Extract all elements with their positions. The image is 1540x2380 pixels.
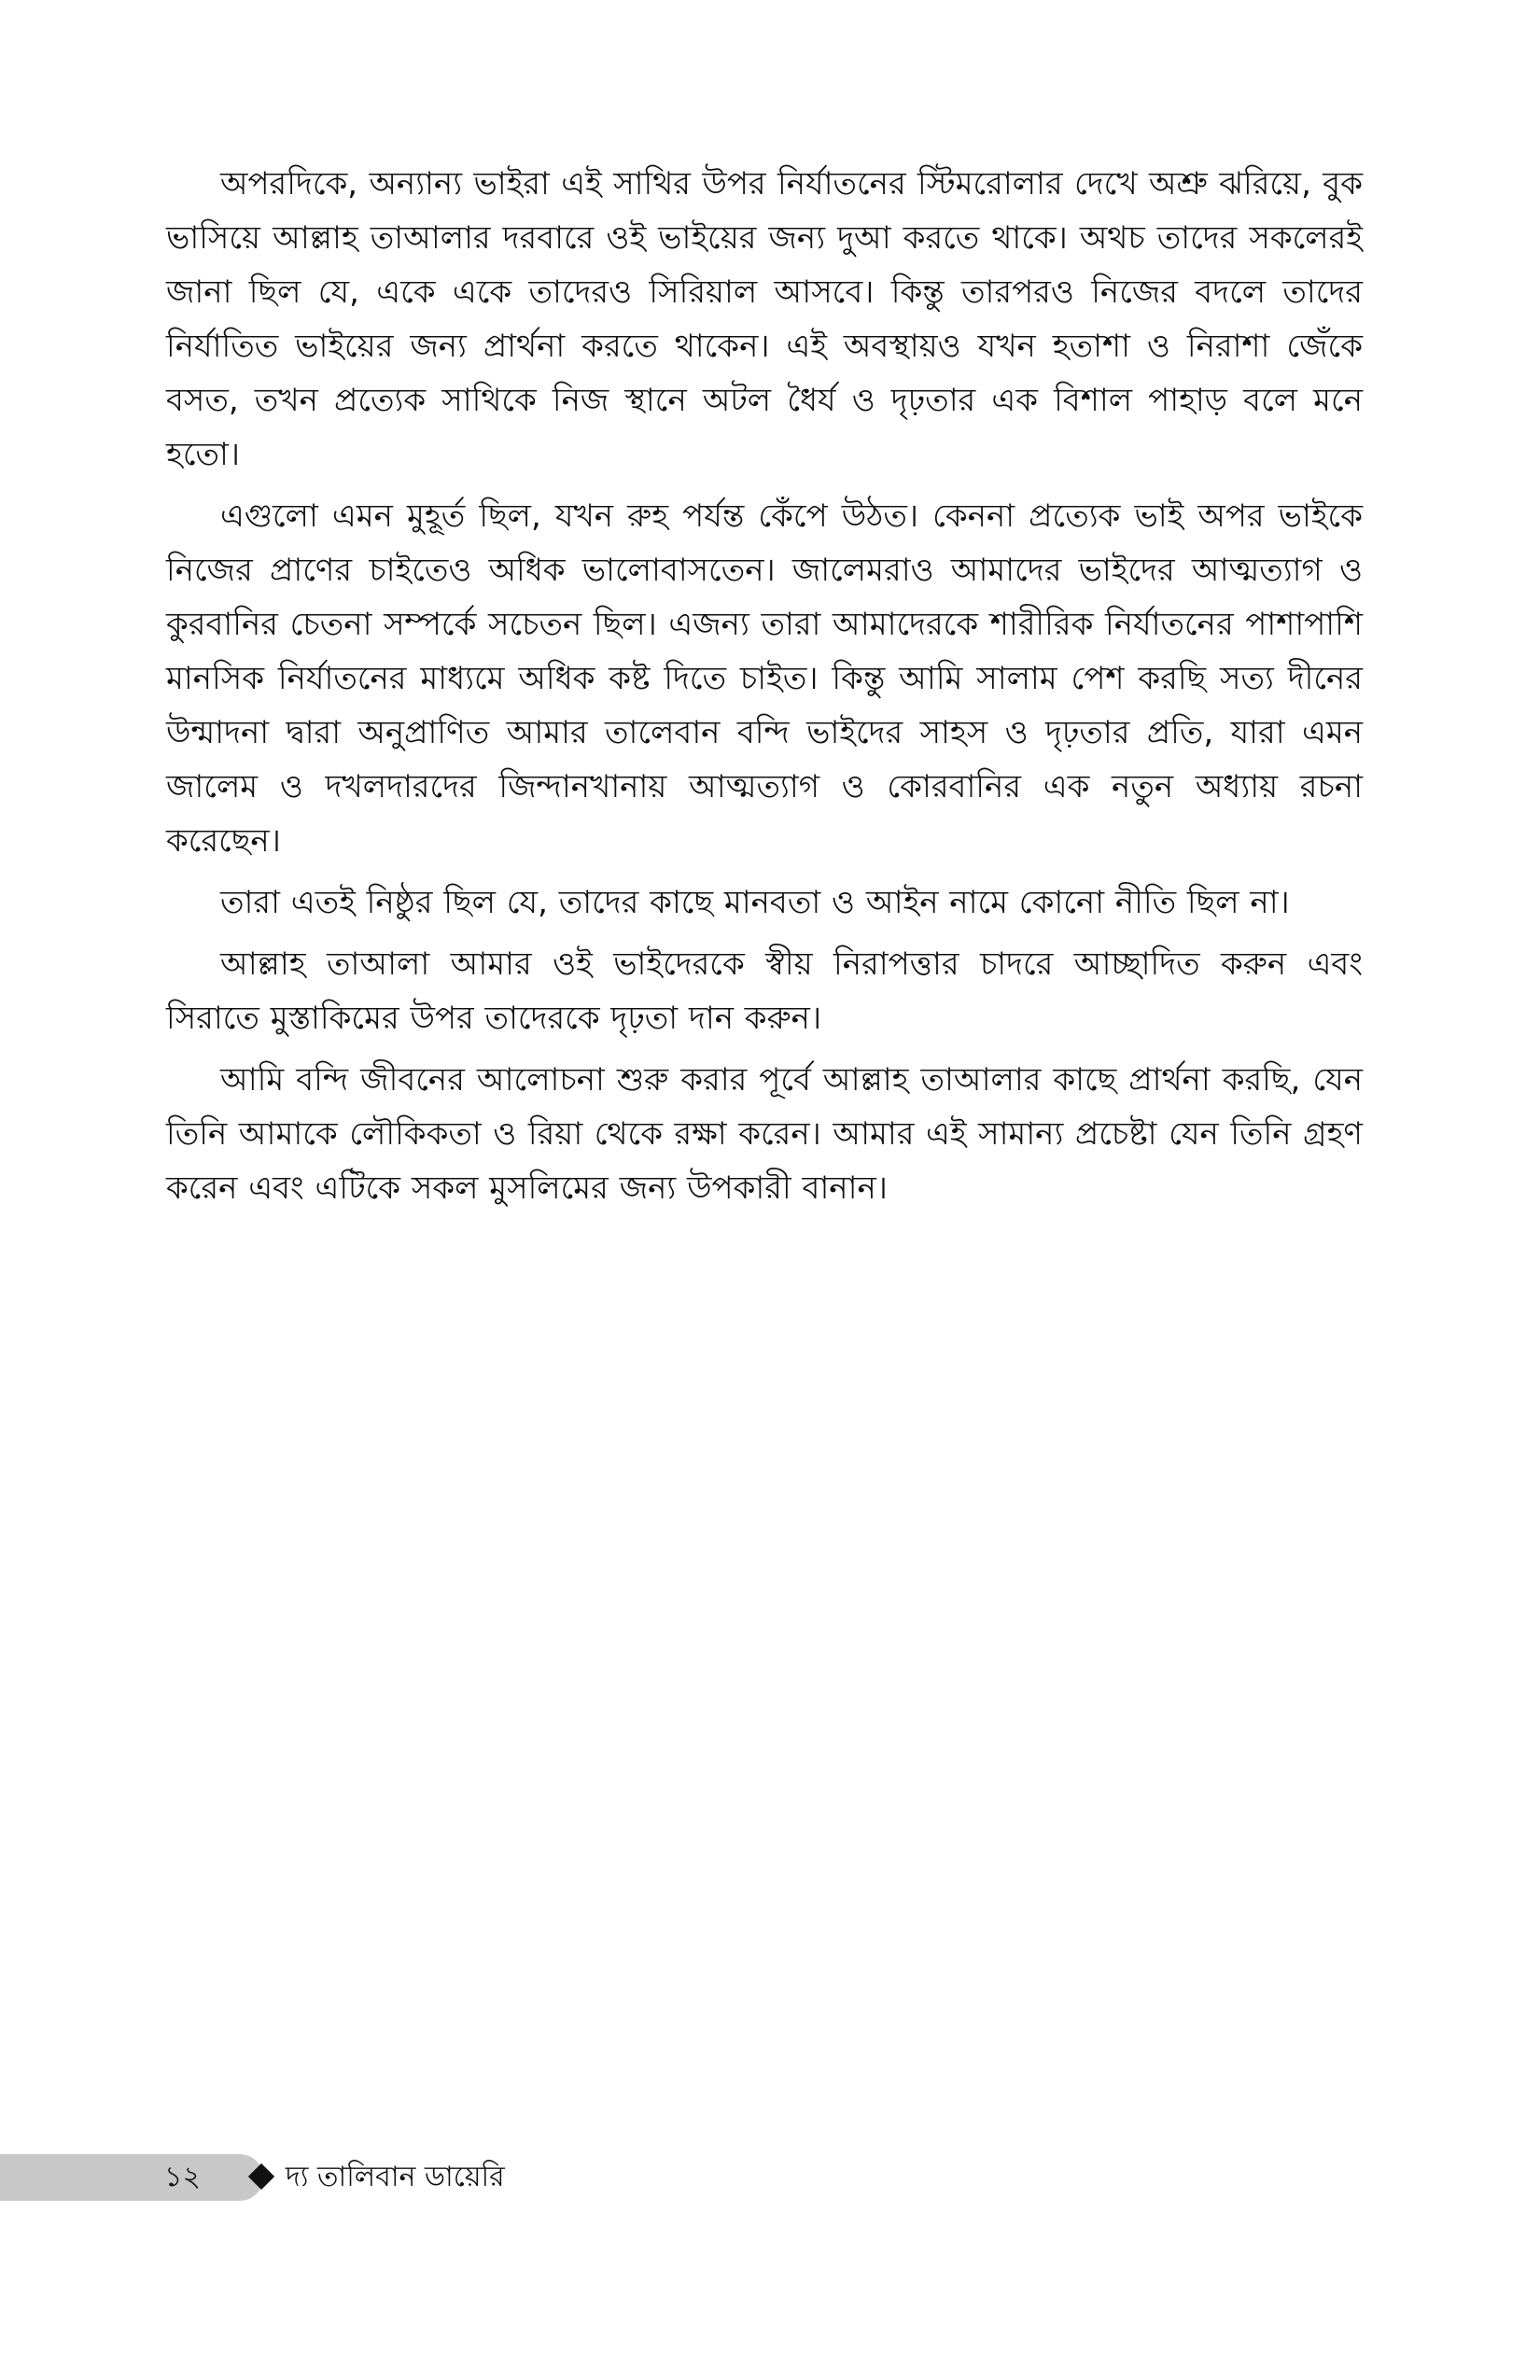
running-book-title: দ্য তালিবান ডায়েরি (286, 2161, 505, 2193)
paragraph: অপরদিকে, অন্যান্য ভাইরা এই সাথির উপর নির্যাতনের স্টিমরোলার দেখে অশ্রু ঝরিয়ে, বুক ভাসিয়ে আল্লাহ তাআলার দরবারে ওই ভাইয়ের জন্য দুআ করতে থাকে। অথচ তাদের সকলেরই জানা ছিল যে, একে একে তাদেরও সিরিয়াল আসবে। কিন্তু তারপরও নিজের বদলে তাদের নির্যাতিত ভাইয়ের জন্য প্রার্থনা করতে থাকেন। এই অবস্থায়ও যখন হতাশা ও নিরাশা জেঁকে বসত, তখন প্রত্যেক সাথিকে নিজ স্থানে অটল ধৈর্য ও দৃঢ়তার এক বিশাল পাহাড় বলে মনে হতো। (166, 165, 1363, 473)
page-body (166, 157, 1363, 1223)
paragraph: আল্লাহ তাআলা আমার ওই ভাইদেরকে স্বীয় নিরাপত্তার চাদরে আচ্ছাদিত করুন এবং সিরাতে মুস্তাকিমের উপর তাদেরকে দৃঢ়তা দান করুন। (166, 945, 1363, 1037)
footer-tab-bar (0, 2154, 263, 2201)
page-number: ১২ (164, 2161, 201, 2193)
paragraph: আমি বন্দি জীবনের আলোচনা শুরু করার পূর্বে আল্লাহ তাআলার কাছে প্রার্থনা করছি, যেন তিনি আমাকে লৌকিকতা ও রিয়া থেকে রক্ষা করেন। আমার এই সামান্য প্রচেষ্টা যেন তিনি গ্রহণ করেন এবং এটিকে সকল মুসলিমের জন্য উপকারী বানান। (166, 1061, 1363, 1207)
paragraph: তারা এতই নিষ্ঠুর ছিল যে, তাদের কাছে মানবতা ও আইন নামে কোনো নীতি ছিল না। (220, 884, 1290, 921)
page-footer (0, 2154, 579, 2201)
paragraph: এগুলো এমন মুহূর্ত ছিল, যখন রুহ পর্যন্ত কেঁপে উঠত। কেননা প্রত্যেক ভাই অপর ভাইকে নিজের প্রাণের চাইতেও অধিক ভালোবাসতেন। জালেমরাও আমাদের ভাইদের আত্মত্যাগ ও কুরবানির চেতনা সম্পর্কে সচেতন ছিল। এজন্য তারা আমাদেরকে শারীরিক নির্যাতনের পাশাপাশি মানসিক নির্যাতনের মাধ্যমে অধিক কষ্ট দিতে চাইত। কিন্তু আমি সালাম পেশ করছি সত্য দীনের উন্মাদনা দ্বারা অনুপ্রাণিত আমার তালেবান বন্দি ভাইদের সাহস ও দৃঢ়তার প্রতি, যারা এমন জালেম ও দখলদারদের জিন্দানখানায় আত্মত্যাগ ও কোরবানির এক নতুন অধ্যায় রচনা করেছেন। (166, 497, 1363, 860)
